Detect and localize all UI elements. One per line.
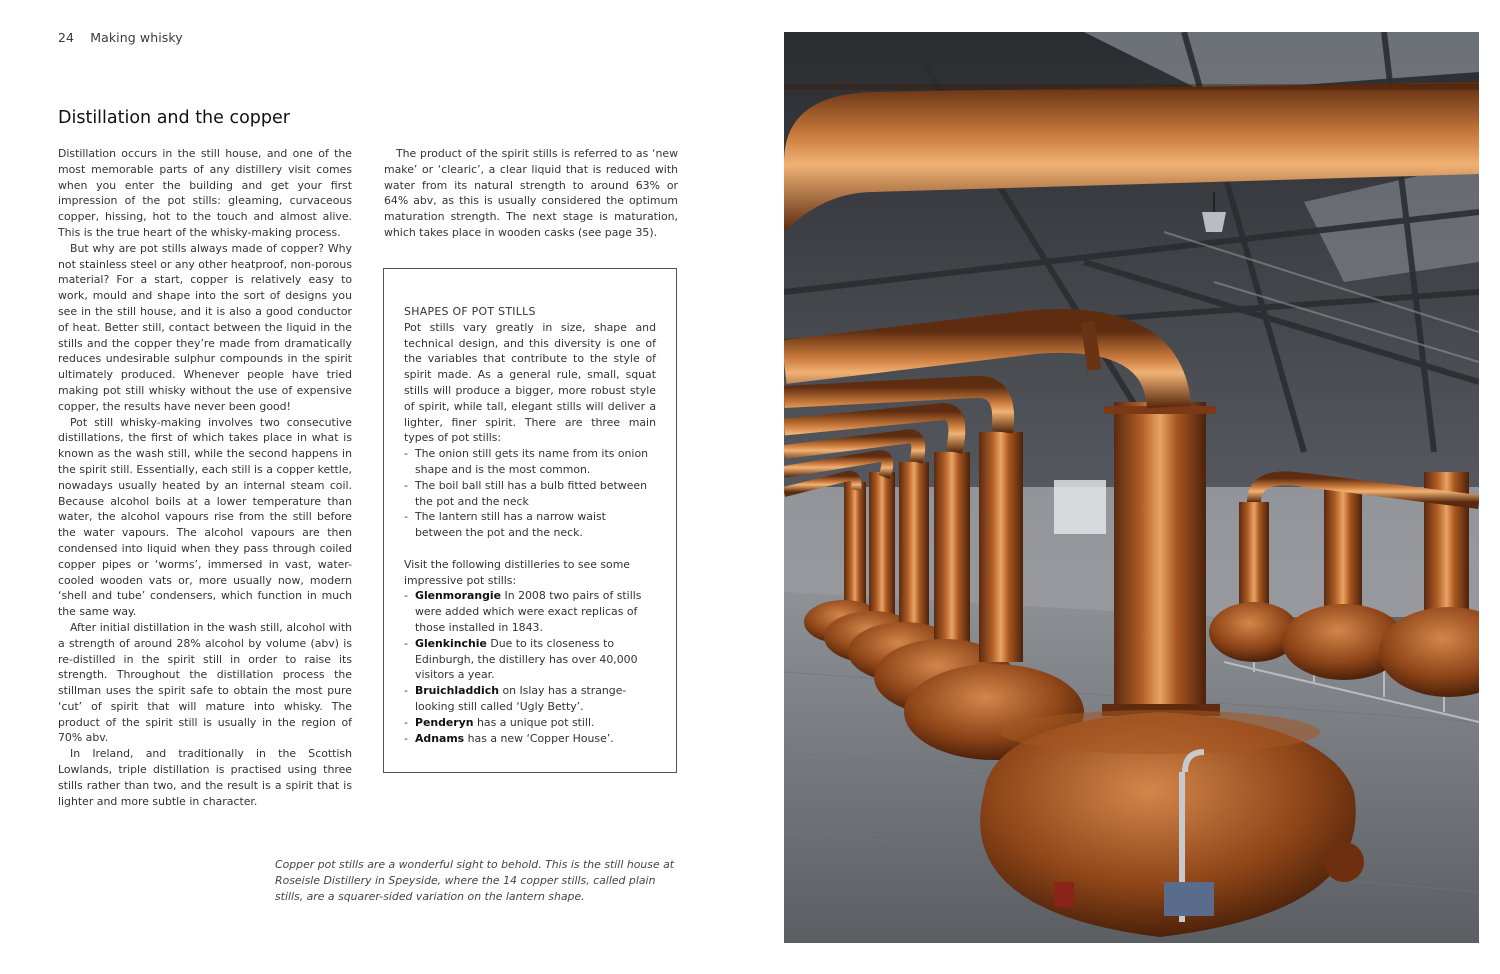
- list-item: - Adnams has a new ‘Copper House’.: [404, 731, 614, 745]
- article-title: Distillation and the copper: [58, 108, 290, 128]
- running-header: [58, 30, 183, 45]
- distillery-name: Glenmorangie: [415, 589, 502, 603]
- distillery-name: Bruichladdich: [415, 684, 499, 698]
- list-item: - The onion still gets its name from its onion shape and is the most common.: [404, 447, 649, 476]
- page-number: 24: [58, 30, 75, 45]
- list-item: - Glenmorangie In 2008 two pairs of stills were added which were exact replicas of those installed in 1843.: [404, 589, 642, 634]
- visit-intro: Visit the following distilleries to see some impressive pot stills:: [404, 557, 631, 587]
- body-column-left: [58, 146, 352, 809]
- sidebar-box: [383, 268, 677, 773]
- body-column-right: [384, 146, 678, 241]
- list-item: - The lantern still has a narrow waist between the pot and the neck.: [404, 510, 606, 540]
- body-paragraph: Distillation occurs in the still house, and one of the most memorable parts of any distillery visit comes when you enter the building and get your first impression of the pot stills: gleaming, curvaceous copper, hissing, hot to the touch and almost alive. This is the true heart of the whisky-making process.: [58, 147, 352, 239]
- distillery-name: Adnams: [415, 731, 465, 745]
- body-paragraph: The product of the spirit stills is referred to as ‘new make’ or ‘clearic’, a clear liquid that is reduced with water from its natural strength to around 63% or 64% abv, as this is usually considered the optimum maturation strength. The next stage is maturation, which takes place in wooden casks (see page 35).: [384, 147, 678, 239]
- list-item: - Penderyn has a unique pot still.: [404, 715, 595, 729]
- body-paragraph: Pot still whisky-making involves two consecutive distillations, the first of which takes place in what is known as the wash still, while the second happens in the spirit still. Essentially, each still is a copper kettle, nowadays usually heated by an internal steam coil. Because alcohol boils at a lower temperature than water, the alcohol vapours rise from the still before the water vapours. The alcohol vapours are then condensed into liquid when they pass through coiled copper pipes or ‘worms’, immersed in vast, water-cooled wooden vats or, more usually now, modern ‘shell and tube’ condensers, which function in much the same way.: [58, 415, 352, 619]
- still-types-list: [404, 446, 656, 541]
- copper-stills-illustration: [784, 32, 1479, 943]
- section-name: Making whisky: [90, 30, 183, 45]
- list-item: - Bruichladdich on Islay has a strange-looking still called ‘Ugly Betty’.: [404, 684, 627, 713]
- sidebar-heading: SHAPES OF POT STILLS: [404, 305, 536, 318]
- sidebar-intro: Pot stills vary greatly in size, shape and technical design, and this diversity is one of the variables that contribute to the style of spirit made. As a general rule, small, squat stills will produce a bigger, more robust style of spirit, while tall, elegant stills will deliver a lighter, finer spirit. There are three main types of pot stills:: [404, 320, 656, 445]
- distilleries-list: [404, 588, 656, 746]
- photo-caption: Copper pot stills are a wonderful sight to behold. This is the still house at Roseisle Distillery in Speyside, where the 14 copper stills, called plain stills, are a squarer-sided variation on the lantern shape.: [275, 858, 675, 903]
- list-item: - Glenkinchie Due to its closeness to Edinburgh, the distillery has over 40,000 visitors a year.: [404, 636, 638, 682]
- distillery-name: Penderyn: [415, 715, 474, 729]
- body-paragraph: After initial distillation in the wash still, alcohol with a strength of around 28% alcohol by volume (abv) is re-distilled in the spirit still in order to raise its strength. Throughout the distillation process the stillman uses the spirit safe to obtain the most pure ‘cut’ of spirit that will mature into whisky. The product of the spirit still is usually in the region of 70% abv.: [58, 620, 352, 745]
- list-item: - The boil ball still has a bulb fitted between the pot and the neck: [404, 478, 648, 508]
- distillery-name: Glenkinchie: [415, 636, 487, 650]
- still-house-photo: [784, 32, 1479, 943]
- body-paragraph: In Ireland, and traditionally in the Scottish Lowlands, triple distillation is practised using three stills rather than two, and the result is a spirit that is lighter and more subtle in character.: [58, 747, 352, 808]
- body-paragraph: But why are pot stills always made of copper? Why not stainless steel or any other heatproof, non-porous material? For a start, copper is relatively easy to work, mould and shape into the sort of designs you see in the still house, and it is also a good conductor of heat. Better still, contact between the liquid in the stills and the copper they’re made from dramatically reduces undesirable sulphur compounds in the spirit ultimately produced. Whenever people have tried making pot still whisky without the use of expensive copper, the results have never been good!: [58, 241, 353, 413]
